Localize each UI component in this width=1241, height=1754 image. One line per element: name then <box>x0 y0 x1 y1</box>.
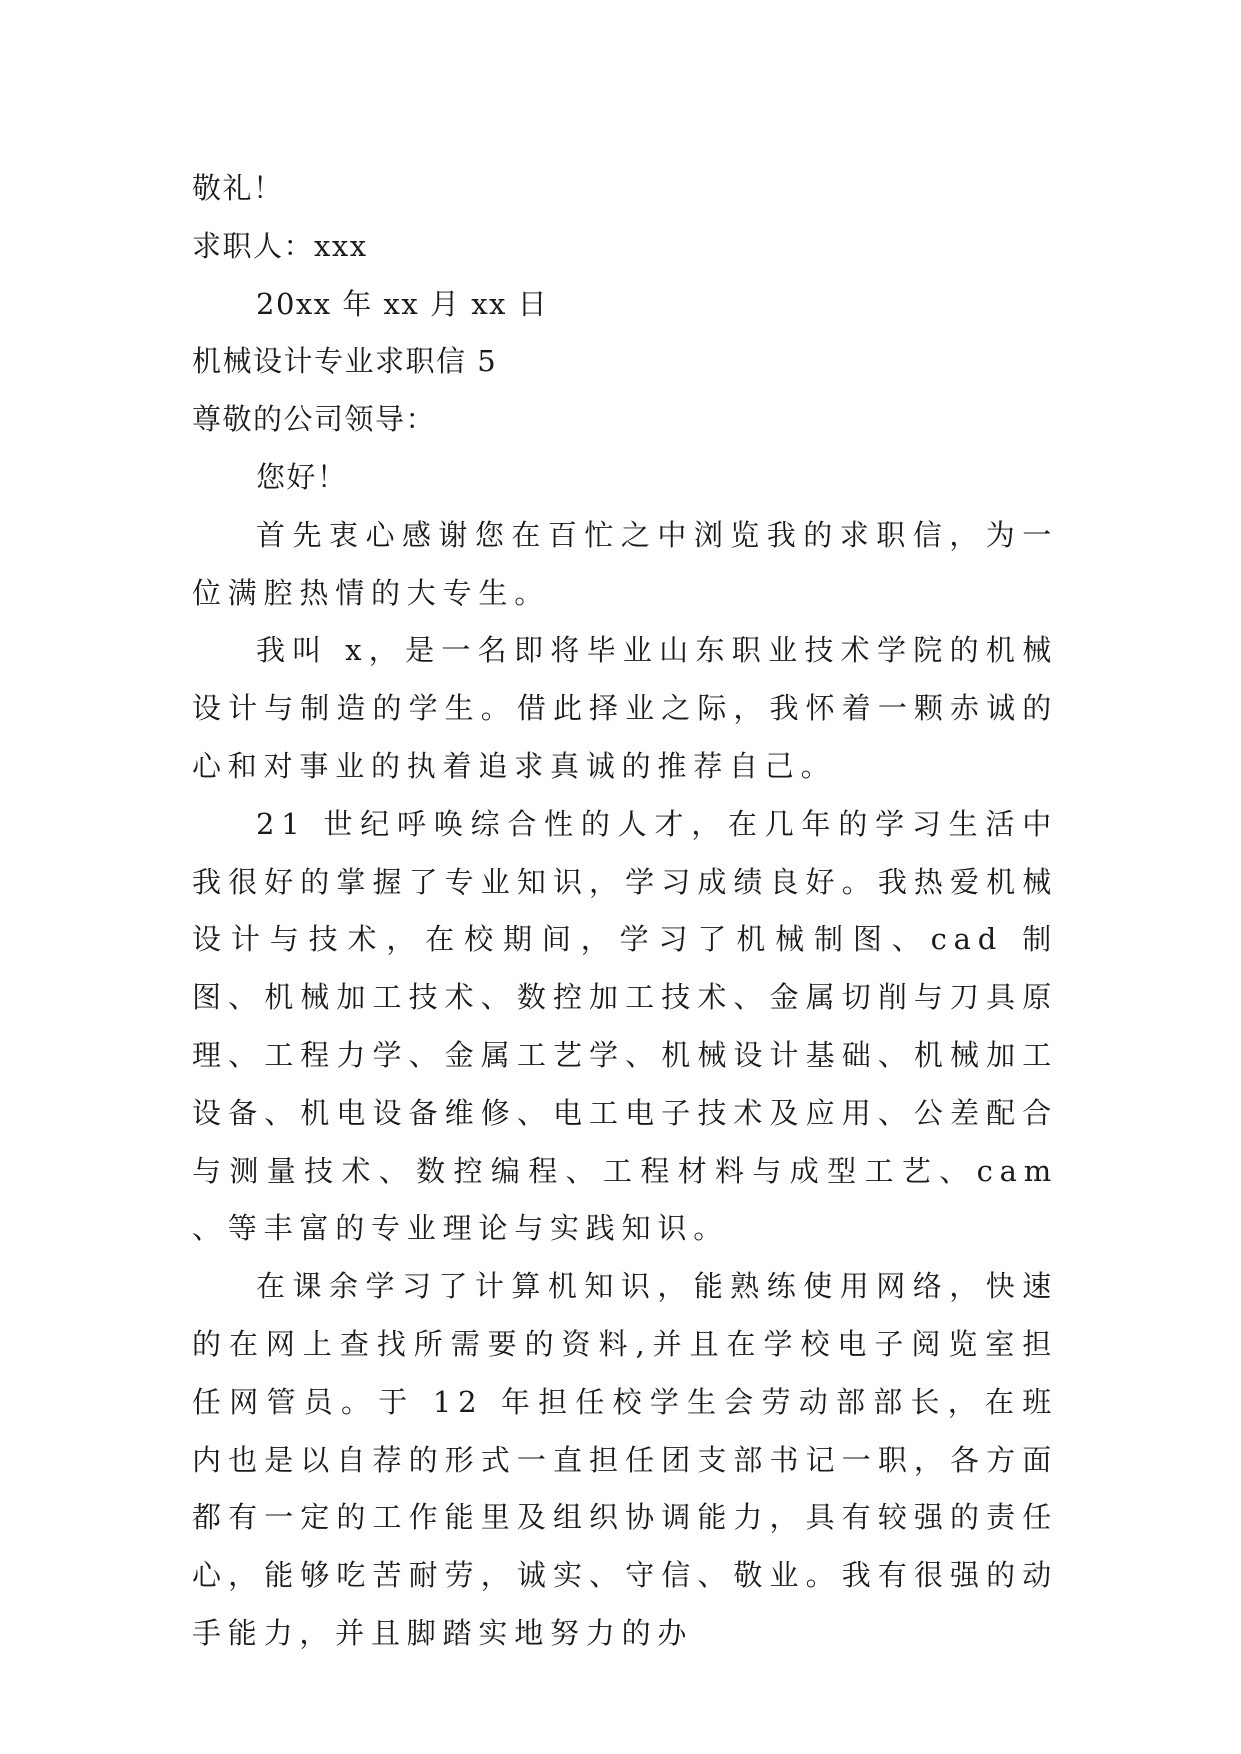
salutation-line: 尊敬的公司领导： <box>192 402 437 437</box>
date-line: 20xx 年 xx 月 xx 日 <box>256 286 549 321</box>
letter-body <box>192 160 1058 1663</box>
paragraph: 21 世纪呼唤综合性的人才，在几年的学习生活中我很好的掌握了专业知识，学习成绩良好。我热爱机械设计与技术，在校期间，学习了机械制图、cad 制图、机械加工技术、数控加工技术、金属切削与刀具原理、工程力学、金属工艺学、机械设计基础、机械加工设备、机电设备维修、电工电子技术及应用、公差配合与测量技术、数控编程、工程材料与成型工艺、cam 、等丰富的专业理论与实践知识。 <box>192 806 1058 1246</box>
closing-line: 敬礼！ <box>192 171 284 205</box>
paragraph: 我叫 x，是一名即将毕业山东职业技术学院的机械设计与制造的学生。借此择业之际，我怀着一颗赤诚的心和对事业的执着追求真诚的推荐自己。 <box>192 633 1058 783</box>
greeting-line: 您好！ <box>256 459 348 494</box>
paragraph: 在课余学习了计算机知识，能熟练使用网络，快速的在网上查找所需要的资料,并且在学校电子阅览室担任网管员。于 12 年担任校学生会劳动部部长，在班内也是以自荐的形式一直担任团支部书记一职，各方面都有一定的工作能里及组织协调能力，具有较强的责任心，能够吃苦耐劳，诚实、守信、敬业。我有很强的动手能力，并且脚踏实地努力的办 <box>192 1269 1058 1650</box>
paragraph: 首先衷心感谢您在百忙之中浏览我的求职信，为一位满腔热情的大专生。 <box>192 517 1058 610</box>
signer-line: 求职人：xxx <box>192 228 368 263</box>
letter-title: 机械设计专业求职信 5 <box>192 344 498 379</box>
